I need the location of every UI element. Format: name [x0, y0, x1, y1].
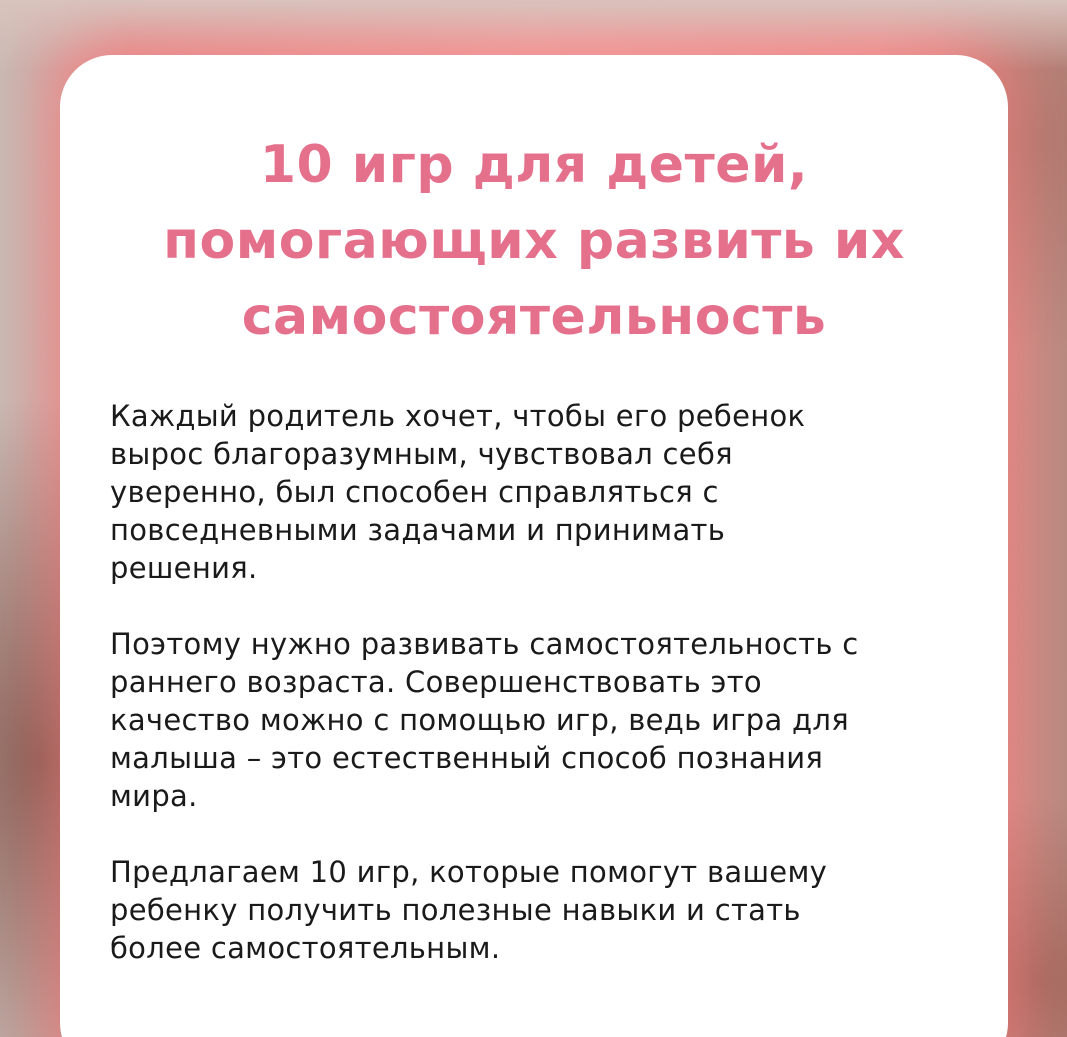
title-line: помогающих развить их	[163, 211, 905, 271]
paragraph-line: уверенно, был способен справляться с	[110, 475, 719, 509]
content-card	[60, 55, 1008, 1037]
paragraph-line: раннего возраста. Совершенствовать это	[110, 665, 762, 699]
paragraph-line: более самостоятельным.	[110, 931, 501, 965]
article-body	[110, 397, 980, 1005]
paragraph-line: мира.	[110, 779, 198, 813]
paragraph-line: качество можно с помощью игр, ведь игра для	[110, 703, 849, 737]
paragraph-line: решения.	[110, 551, 258, 585]
title-line: самостоятельность	[241, 287, 827, 347]
title-line: 10 игр для детей,	[259, 135, 809, 195]
paragraph-line: малыша – это естественный способ познания	[110, 741, 824, 775]
page-title	[60, 127, 1008, 355]
paragraph-reason	[110, 625, 980, 815]
paragraph-line: вырос благоразумным, чувствовал себя	[110, 437, 733, 471]
paragraph-line: ребенку получить полезные навыки и стать	[110, 893, 801, 927]
paragraph-offer	[110, 853, 980, 967]
paragraph-line: повседневными задачами и принимать	[110, 513, 726, 547]
paragraph-line: Каждый родитель хочет, чтобы его ребенок	[110, 399, 806, 433]
paragraph-line: Поэтому нужно развивать самостоятельность с	[110, 627, 859, 661]
paragraph-intro	[110, 397, 980, 587]
paragraph-line: Предлагаем 10 игр, которые помогут вашему	[110, 855, 828, 889]
